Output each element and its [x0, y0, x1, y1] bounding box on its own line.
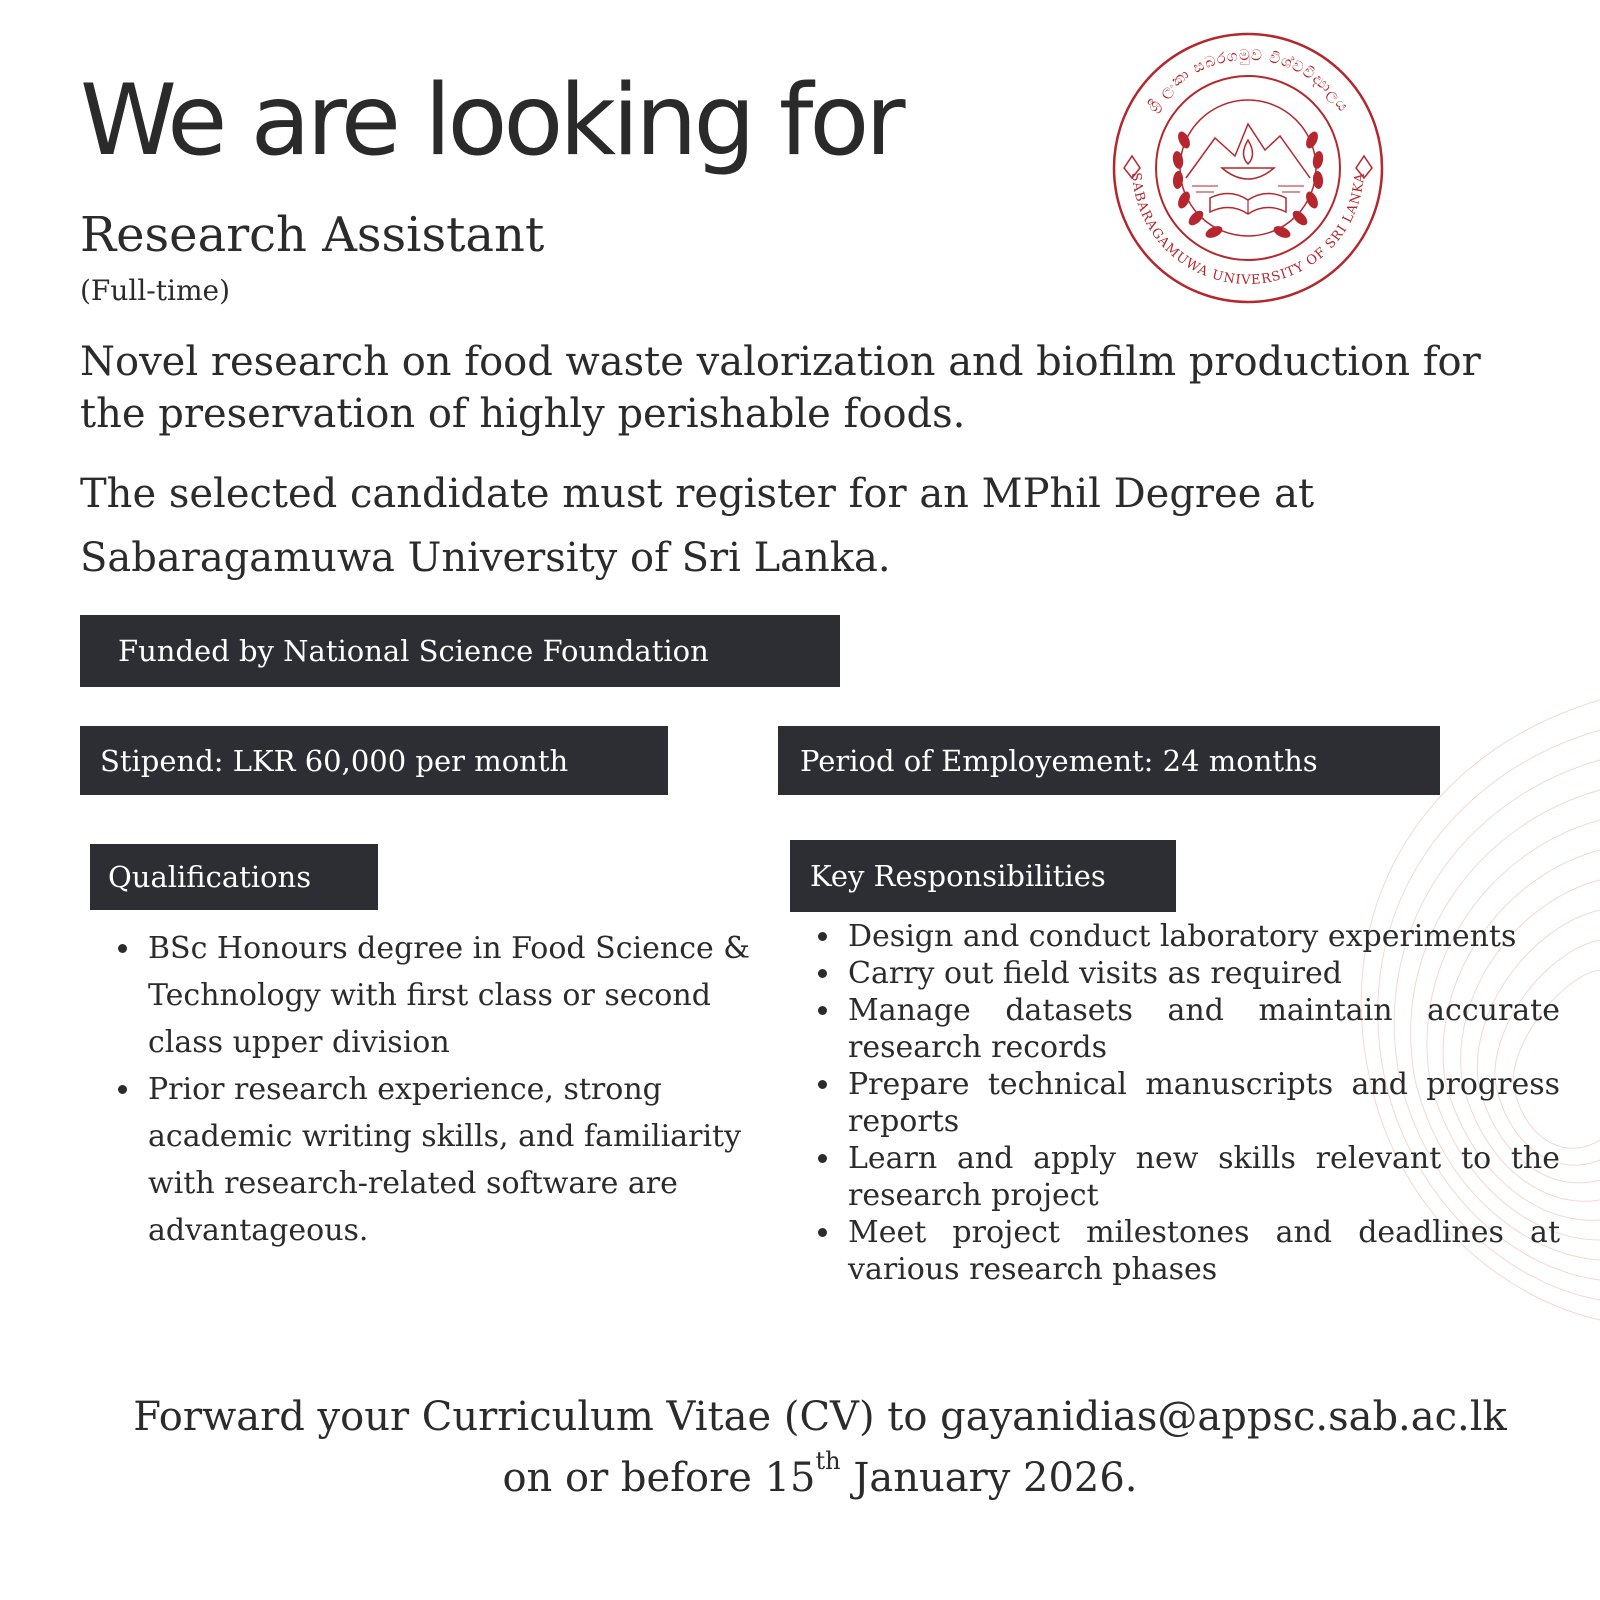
project-description: Novel research on food waste valorization and biofilm production for the preservation of highly perishable foods.: [80, 339, 1481, 437]
qualifications-heading: [90, 844, 378, 910]
list-item: Learn and apply new skills relevant to the research project: [812, 1140, 1560, 1214]
list-item: Meet project milestones and deadlines at various research phases: [812, 1214, 1560, 1288]
list-item: Carry out field visits as required: [812, 955, 1560, 992]
deadline-date: January 2026.: [840, 1455, 1138, 1501]
deadline-ordinal: th: [815, 1447, 841, 1475]
period-text: Period of Employement: 24 months: [800, 743, 1318, 778]
qualifications-title: Qualifications: [108, 860, 312, 894]
list-item: BSc Honours degree in Food Science & Technology with first class or second class upper division: [110, 925, 780, 1066]
list-item: Design and conduct laboratory experiments: [812, 918, 1560, 955]
responsibilities-heading: [790, 840, 1176, 912]
stipend-banner: [80, 726, 668, 795]
registration-requirement: The selected candidate must register for an MPhil Degree at Sabaragamuwa University of Sri Lanka.: [80, 471, 1315, 581]
responsibilities-list: [812, 918, 1560, 1288]
svg-text:ශ්‍රී ලංකා සබරගමුව විශ්වවිද්‍ය: ශ්‍රී ලංකා සබරගමුව විශ්වවිද්‍යාලය: [1143, 45, 1353, 116]
list-item: Prior research experience, strong academic writing skills, and familiarity with research-related software are advantageous.: [110, 1066, 780, 1254]
funding-banner: [80, 615, 840, 687]
position-title: Research Assistant: [80, 207, 545, 263]
funding-text: Funded by National Science Foundation: [118, 634, 709, 668]
svg-text:SABARAGAMUWA UNIVERSITY OF SRI: SABARAGAMUWA UNIVERSITY OF SRI LANKA: [1128, 171, 1369, 289]
stipend-text: Stipend: LKR 60,000 per month: [100, 743, 569, 778]
application-instructions: Forward your Curriculum Vitae (CV) to gayanidias@appsc.sab.ac.lk: [133, 1394, 1507, 1440]
university-logo: [1110, 28, 1386, 308]
list-item: Manage datasets and maintain accurate research records: [812, 992, 1560, 1066]
headline: We are looking for: [80, 64, 902, 178]
employment-type: (Full-time): [80, 274, 231, 307]
responsibilities-title: Key Responsibilities: [810, 859, 1106, 893]
application-deadline: [80, 1447, 1560, 1501]
list-item: Prepare technical manuscripts and progress reports: [812, 1066, 1560, 1140]
qualifications-list: [110, 925, 780, 1254]
period-banner: [778, 726, 1440, 795]
deadline-prefix: on or before 15: [502, 1455, 816, 1501]
